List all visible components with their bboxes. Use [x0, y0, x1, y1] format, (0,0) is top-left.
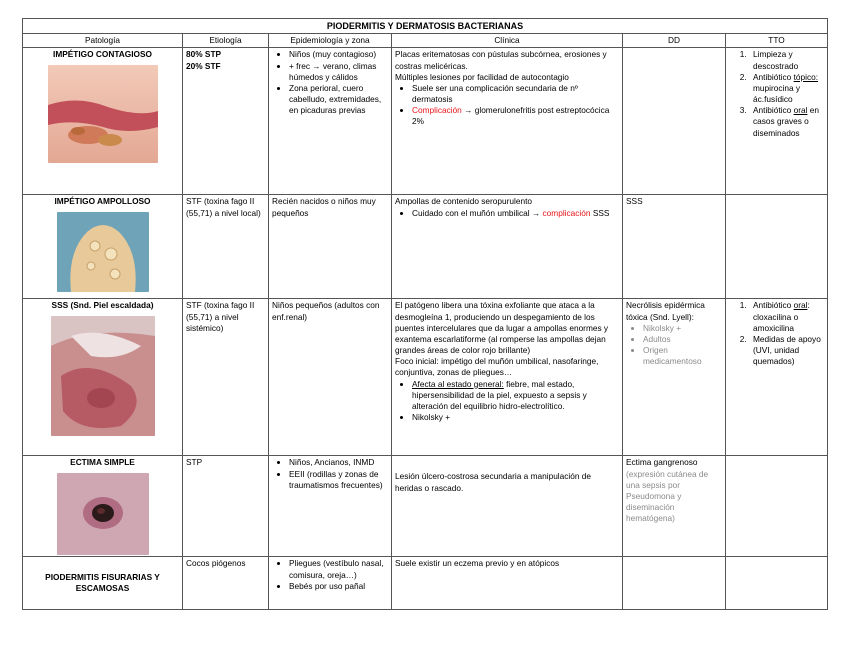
pathology-cell: [23, 299, 183, 456]
list-item: • Nikolsky +: [412, 412, 619, 423]
etiology-line: 80% STP: [186, 49, 222, 60]
arrow-right-icon: →: [464, 105, 473, 116]
list-item: • Zona perioral, cuero cabelludo, extremidades, en picaduras previas: [289, 83, 388, 117]
table-row: [23, 456, 828, 557]
table-row: [23, 557, 828, 610]
dd-cell: [623, 456, 726, 557]
list-item: • Origen medicamentoso: [643, 345, 722, 367]
sss-skin-photo: [51, 316, 155, 436]
list-item: 2. Medidas de apoyo (UVI, unidad quemados): [749, 334, 824, 368]
etiology-cell: [183, 48, 269, 195]
etiology-cell: STF (toxina fago II (55,71) a nivel sistémico): [183, 299, 269, 456]
list-item: • Niños, Ancianos, INMD: [289, 457, 388, 468]
epidemiology-cell: [269, 48, 392, 195]
etiology-line: 20% STF: [186, 60, 221, 71]
clinic-cell: [392, 299, 623, 456]
dd-text: (expresión cutánea de una sepsis por Pseudomona y diseminación hematógena): [626, 468, 709, 524]
treatment-cell: [726, 195, 828, 299]
clinic-cell: [392, 48, 623, 195]
impetigo-ampolloso-photo: [57, 212, 149, 292]
header-epidemiologia: Epidemiología y zona: [269, 34, 392, 48]
list-item: [412, 105, 619, 127]
dd-cell: SSS: [623, 195, 726, 299]
list-text: tópico:: [793, 71, 819, 82]
clinic-text: Ampollas de contenido seropurulento: [395, 196, 532, 207]
arrow-right-icon: →: [312, 60, 321, 71]
epidemiology-cell: [269, 557, 392, 610]
clinic-cell: [392, 456, 623, 557]
treatment-cell: [726, 299, 828, 456]
list-text: verano, climas húmedos y cálidos: [289, 60, 377, 82]
treatment-cell: [726, 557, 828, 610]
pathology-name: IMPÉTIGO AMPOLLOSO: [54, 196, 151, 207]
list-text: en casos graves o diseminados: [753, 105, 819, 138]
treatment-cell: [726, 48, 828, 195]
list-text: Antibiótico: [753, 300, 792, 311]
pathology-cell: [23, 456, 183, 557]
list-item: • Niños (muy contagioso): [289, 49, 388, 60]
header-clinica: Clínica: [392, 34, 623, 48]
etiology-cell: Cocos piógenos: [183, 557, 269, 610]
list-item: [749, 300, 824, 334]
clinic-cell: [392, 195, 623, 299]
list-text: oral: [793, 105, 808, 116]
header-row: [23, 34, 828, 48]
clinic-text: Foco inicial: impétigo del muñón umbilical, nasofaringe, conjuntiva, zonas de pliegues…: [395, 356, 599, 378]
dd-cell: [623, 48, 726, 195]
dd-text: Necrólisis epidérmica tóxica (Snd. Lyell):: [626, 300, 705, 322]
list-text: SSS: [592, 207, 610, 218]
list-text: oral: [793, 300, 808, 311]
list-text: + frec: [289, 60, 310, 71]
clinic-cell: Suele existir un eczema previo y en atópicos: [392, 557, 623, 610]
list-text: Antibiótico: [753, 71, 792, 82]
treatment-cell: [726, 456, 828, 557]
epidemiology-cell: Recién nacidos o niños muy pequeños: [269, 195, 392, 299]
pathology-name: SSS (Snd. Piel escaldada): [51, 300, 154, 311]
table-row: [23, 48, 828, 195]
table-title: PIODERMITIS Y DERMATOSIS BACTERIANAS: [23, 19, 828, 34]
list-item: • Suele ser una complicación secundaria de nº dermatosis: [412, 83, 619, 105]
list-text: Cuidado con el muñón umbilical: [412, 207, 530, 218]
piodermitis-table: [22, 18, 828, 610]
complication-label: Complicación: [412, 105, 462, 116]
pathology-cell: [23, 48, 183, 195]
etiology-cell: STF (toxina fago II (55,71) a nivel local): [183, 195, 269, 299]
list-text: fiebre, mal estado, hipersensibilidad de la piel, expuesto a sepsis y alteración del equilibrio hidro-electrolítico.: [412, 378, 587, 412]
list-item: [289, 61, 388, 83]
list-item: • Bebés por uso pañal: [289, 581, 388, 592]
list-text: glomerulonefritis post estreptocócica 2%: [412, 105, 610, 127]
list-item: [412, 379, 619, 413]
header-dd: DD: [623, 34, 726, 48]
pathology-name: ECTIMA SIMPLE: [70, 457, 135, 468]
list-item: [412, 208, 619, 219]
list-text: :: [807, 300, 810, 311]
list-text: mupirocina y ác.fusídico: [753, 82, 801, 105]
epidemiology-cell: [269, 456, 392, 557]
etiology-cell: STP: [183, 456, 269, 557]
table-row: [23, 195, 828, 299]
epidemiology-cell: Niños pequeños (adultos con enf.renal): [269, 299, 392, 456]
list-text: Afecta al estado general:: [412, 378, 504, 389]
clinic-text: El patógeno libera una tóxina exfoliante que ataca a la desmogleína 1, produciendo un despegamiento de los puentes intercelulares que da lugar a ampollas enormes y exantema escarlatiforme (al romperse las ampollas dejan grandes áreas de color rojo brillante): [395, 300, 609, 356]
dd-text: Ectima gangrenoso: [626, 457, 698, 468]
dd-cell: [623, 299, 726, 456]
complication-label: complicación: [542, 207, 591, 218]
header-etiologia: Etiología: [183, 34, 269, 48]
header-tto: TTO: [726, 34, 828, 48]
impetigo-lip-photo: [48, 65, 158, 163]
dd-cell: [623, 557, 726, 610]
list-text: Antibiótico: [753, 105, 792, 116]
pathology-cell: [23, 557, 183, 610]
pathology-name: IMPÉTIGO CONTAGIOSO: [53, 49, 152, 60]
list-item: [749, 72, 824, 106]
ectima-photo: [57, 473, 149, 555]
list-item: • Pliegues (vestíbulo nasal, comisura, oreja…): [289, 558, 388, 580]
pathology-name: PIODERMITIS FISURARIAS Y ESCAMOSAS: [45, 572, 160, 594]
clinic-text: Lesión úlcero-costrosa secundaria a manipulación de heridas o rascado.: [395, 471, 592, 493]
list-item: • Nikolsky +: [643, 323, 722, 334]
list-item: [749, 105, 824, 139]
list-text: cloxacilina o amoxicilina: [753, 311, 799, 333]
list-item: • EEII (rodillas y zonas de traumatismos frecuentes): [289, 469, 388, 491]
clinic-text: Placas eritematosas con pústulas subcórnea, erosiones y costras melicéricas.: [395, 49, 607, 71]
list-item: • Adultos: [643, 334, 722, 345]
clinic-text: Múltiples lesiones por facilidad de autocontagio: [395, 71, 569, 82]
header-patologia: Patología: [23, 34, 183, 48]
arrow-right-icon: →: [531, 207, 541, 218]
pathology-cell: [23, 195, 183, 299]
list-item: 1. Limpieza y descostrado: [749, 49, 824, 71]
table-row: [23, 299, 828, 456]
